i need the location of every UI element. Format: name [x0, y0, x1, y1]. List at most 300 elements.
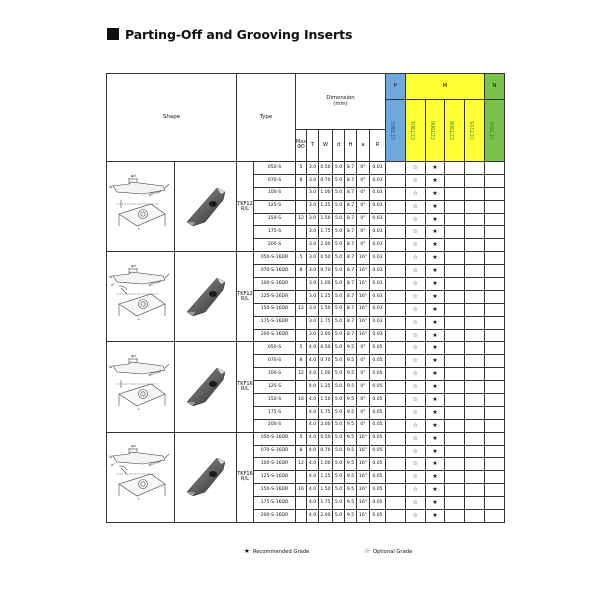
grade-cell — [484, 162, 504, 175]
header-group-m-label: M — [442, 82, 448, 89]
dimension-cell: 3.0 — [307, 200, 319, 213]
dimension-cell: 1.25 — [319, 290, 333, 303]
type-cell — [237, 342, 254, 432]
dimension-cell: 16° — [357, 497, 370, 510]
dimension-cell: 4.0 — [307, 406, 319, 419]
grade-cell — [484, 278, 504, 291]
dimension-cell: 16° — [357, 510, 370, 523]
shape-photo-cell — [175, 252, 237, 342]
grade-cell — [465, 213, 485, 226]
grade-cell: ★ — [425, 226, 445, 239]
grade-cell — [484, 394, 504, 407]
insert-photo-icon — [175, 254, 235, 340]
dimension-cell: 3.0 — [307, 187, 319, 200]
dimension-cell: 5.0 — [333, 187, 345, 200]
grade-cell — [465, 226, 485, 239]
dimension-cell: 0.03 — [370, 252, 386, 265]
dimension-cell: 5.0 — [333, 265, 345, 278]
grade-cell — [465, 510, 485, 523]
grade-cell — [445, 484, 465, 497]
insert-photo-icon — [175, 344, 235, 430]
grade-cell — [484, 303, 504, 316]
dimension-cell: 0° — [357, 174, 370, 187]
header-type — [237, 74, 296, 162]
grade-cell — [445, 187, 465, 200]
dimension-cell: 1.75 — [319, 226, 333, 239]
grade-cell — [484, 445, 504, 458]
grade-cell: ★ — [425, 252, 445, 265]
grade-cell — [386, 381, 406, 394]
header-dimension-unit: (mm) — [333, 100, 348, 107]
dimension-cell: 0.05 — [370, 510, 386, 523]
dimension-cell: 0.03 — [370, 239, 386, 252]
type-hand: R/L — [241, 295, 249, 302]
insert-name-cell: 125-S — [254, 381, 296, 394]
svg-text:φd: φd — [131, 354, 136, 359]
grade-cell: ★ — [425, 278, 445, 291]
grade-cell — [386, 458, 406, 471]
grade-cell — [445, 406, 465, 419]
dimension-cell: 16° — [357, 303, 370, 316]
dimension-cell: 4.0 — [307, 445, 319, 458]
grade-cell — [465, 252, 485, 265]
dimension-cell: 0.03 — [370, 290, 386, 303]
dimension-cell: 16° — [357, 316, 370, 329]
grade-cell — [484, 265, 504, 278]
grade-cell — [445, 174, 465, 187]
shape-diagram-cell — [107, 252, 175, 342]
grade-cell — [465, 290, 485, 303]
dimension-cell: 1.50 — [319, 213, 333, 226]
max-diameter-cell: 12 — [296, 213, 307, 226]
grade-cell: ★ — [425, 510, 445, 523]
dimension-cell: 0.03 — [370, 303, 386, 316]
dimension-cell: 0° — [357, 394, 370, 407]
max-diameter-cell: 5 — [296, 342, 307, 355]
dimension-cell: 3.0 — [307, 252, 319, 265]
dimension-cell: 8.7 — [345, 303, 357, 316]
grade-cell: ☆ — [405, 290, 425, 303]
dimension-cell: 9.5 — [345, 406, 357, 419]
grade-cell: ☆ — [405, 329, 425, 342]
grade-cell — [484, 497, 504, 510]
svg-text:φDmax: φDmax — [148, 459, 162, 468]
header-col-label: d — [336, 141, 341, 148]
svg-text:φd: φd — [131, 444, 136, 449]
header-grade — [465, 100, 485, 162]
dimension-cell: 9.5 — [345, 497, 357, 510]
insert-name-cell: 070-S — [254, 174, 296, 187]
dimension-cell: 0.03 — [370, 213, 386, 226]
grade-cell — [445, 316, 465, 329]
grade-cell — [465, 316, 485, 329]
insert-name-cell: 150-S — [254, 394, 296, 407]
dimension-cell: 4.0 — [307, 510, 319, 523]
grade-cell: ☆ — [405, 162, 425, 175]
grade-cell — [386, 394, 406, 407]
grade-cell — [386, 368, 406, 381]
dimension-cell: 0.03 — [370, 162, 386, 175]
grade-cell — [386, 174, 406, 187]
grade-cell — [465, 342, 485, 355]
dimension-cell: 0.03 — [370, 329, 386, 342]
dimension-cell: 0.50 — [319, 252, 333, 265]
dimension-cell: 0.70 — [319, 265, 333, 278]
insert-name-cell: 150-S-16DR — [254, 484, 296, 497]
grade-cell — [484, 252, 504, 265]
grade-cell — [445, 445, 465, 458]
dimension-cell: 5.0 — [333, 239, 345, 252]
insert-name-cell: 125-S — [254, 200, 296, 213]
grade-cell — [465, 278, 485, 291]
insert-name-cell: 050-S-16DR — [254, 252, 296, 265]
header-grade — [386, 100, 406, 162]
shape-diagram-cell — [107, 162, 175, 252]
grade-cell — [465, 394, 485, 407]
grade-cell — [445, 303, 465, 316]
dimension-cell: 9.5 — [345, 394, 357, 407]
grade-cell — [386, 187, 406, 200]
dimension-cell: 1.25 — [319, 200, 333, 213]
header-grade-label: CCT600 — [490, 121, 496, 140]
insert-photo-icon — [175, 164, 235, 250]
dimension-cell: 4.0 — [307, 394, 319, 407]
insert-name-cell: 070-S-16DR — [254, 445, 296, 458]
max-diameter-cell: 8 — [296, 445, 307, 458]
dimension-cell: 5.0 — [333, 510, 345, 523]
dimension-cell: 5.0 — [333, 252, 345, 265]
grade-cell — [386, 316, 406, 329]
dimension-cell: 16° — [357, 329, 370, 342]
shape-diagram-cell — [107, 432, 175, 522]
dimension-cell: 4.0 — [307, 484, 319, 497]
dimension-cell: 1.00 — [319, 368, 333, 381]
header-shape — [107, 74, 237, 162]
header-dimension-label: Dimension — [326, 95, 355, 102]
dimension-cell: 0.03 — [370, 174, 386, 187]
shape-photo-cell — [175, 162, 237, 252]
grade-cell: ☆ — [405, 355, 425, 368]
max-diameter-cell — [296, 419, 307, 432]
dimension-cell: 0.50 — [319, 162, 333, 175]
grade-cell: ★ — [425, 406, 445, 419]
grade-cell — [386, 329, 406, 342]
insert-name-cell: 175-S-16DR — [254, 497, 296, 510]
insert-name-cell: 200-S — [254, 419, 296, 432]
grade-cell: ★ — [425, 265, 445, 278]
dimension-cell: 1.00 — [319, 187, 333, 200]
dimension-cell: 4.0 — [307, 419, 319, 432]
grade-cell: ★ — [425, 290, 445, 303]
type-hand: R/L — [241, 386, 249, 393]
grade-cell — [386, 278, 406, 291]
header-grade — [405, 100, 425, 162]
type-cell — [237, 162, 254, 252]
grade-cell — [445, 458, 465, 471]
grade-cell — [465, 471, 485, 484]
type-hand: R/L — [241, 205, 249, 212]
dimension-cell: 0.05 — [370, 406, 386, 419]
grade-cell — [465, 484, 485, 497]
insert-diagram-icon — [107, 254, 173, 340]
dimension-cell: 5.0 — [333, 471, 345, 484]
header-grade — [425, 100, 445, 162]
grade-cell — [386, 484, 406, 497]
grade-cell: ☆ — [405, 394, 425, 407]
dimension-cell: 2.00 — [319, 510, 333, 523]
max-diameter-cell — [296, 471, 307, 484]
dimension-cell: 16° — [357, 432, 370, 445]
grade-cell — [386, 445, 406, 458]
grade-cell — [386, 497, 406, 510]
header-grade — [484, 100, 504, 162]
grade-cell — [445, 394, 465, 407]
max-diameter-cell — [296, 510, 307, 523]
grade-cell — [465, 445, 485, 458]
svg-text:φDmax: φDmax — [148, 188, 162, 197]
grade-cell: ★ — [425, 368, 445, 381]
legend-recommended — [244, 547, 309, 555]
grade-cell: ★ — [425, 484, 445, 497]
insert-name-cell: 175-S — [254, 226, 296, 239]
grade-cell: ☆ — [405, 187, 425, 200]
dimension-cell: 3.0 — [307, 303, 319, 316]
dimension-cell: 5.0 — [333, 303, 345, 316]
grade-cell: ☆ — [405, 458, 425, 471]
grade-cell: ☆ — [405, 265, 425, 278]
dimension-cell: 0.03 — [370, 265, 386, 278]
legend-optional — [364, 547, 412, 555]
page-title — [107, 26, 352, 42]
header-col-label: W — [322, 141, 329, 148]
dimension-cell: 8.7 — [345, 316, 357, 329]
grade-cell — [484, 174, 504, 187]
grade-cell: ★ — [425, 471, 445, 484]
dimension-cell: 5.0 — [333, 290, 345, 303]
dimension-cell: 0.70 — [319, 174, 333, 187]
dimension-cell: 3.0 — [307, 290, 319, 303]
grade-cell — [465, 458, 485, 471]
type-label: TKF16 — [237, 381, 253, 388]
grade-cell — [484, 213, 504, 226]
dimension-cell: 0.05 — [370, 432, 386, 445]
insert-name-cell: 070-S-16DR — [254, 265, 296, 278]
dimension-cell: 0° — [357, 381, 370, 394]
svg-text:W: W — [109, 365, 113, 370]
filled-star-icon: ★ — [244, 547, 250, 555]
insert-name-cell: 050-S — [254, 162, 296, 175]
dimension-cell: 9.5 — [345, 445, 357, 458]
grade-cell: ★ — [425, 239, 445, 252]
dimension-cell: 9.5 — [345, 510, 357, 523]
dimension-cell: 1.25 — [319, 471, 333, 484]
grade-cell — [484, 432, 504, 445]
max-diameter-cell — [296, 200, 307, 213]
insert-name-cell: 100-S-16DR — [254, 278, 296, 291]
svg-text:φd: φd — [131, 173, 136, 178]
dimension-cell: 0.50 — [319, 432, 333, 445]
dimension-cell: 0.05 — [370, 368, 386, 381]
grade-cell — [386, 303, 406, 316]
grade-cell: ☆ — [405, 432, 425, 445]
insert-diagram-icon — [107, 434, 173, 520]
page-title-text: Parting-Off and Grooving Inserts — [125, 26, 353, 42]
grade-cell: ★ — [425, 497, 445, 510]
header-grade-label: CCT906 — [431, 121, 437, 140]
dimension-cell: 16° — [357, 290, 370, 303]
max-diameter-cell — [296, 381, 307, 394]
dimension-cell: 0° — [357, 213, 370, 226]
max-diameter-cell: 12 — [296, 303, 307, 316]
grade-cell — [484, 316, 504, 329]
dimension-cell: 5.0 — [333, 355, 345, 368]
svg-text:W: W — [109, 455, 113, 460]
grade-cell — [445, 265, 465, 278]
grade-cell: ★ — [425, 355, 445, 368]
grade-cell — [484, 368, 504, 381]
dimension-cell: 0.05 — [370, 394, 386, 407]
insert-name-cell: 125-S-16DR — [254, 471, 296, 484]
header-col-label: H — [348, 141, 353, 148]
grade-cell: ★ — [425, 316, 445, 329]
type-cell — [237, 252, 254, 342]
grade-cell: ★ — [425, 174, 445, 187]
grade-cell — [484, 342, 504, 355]
legend-recommended-label: Recommended Grade — [252, 549, 310, 555]
max-diameter-cell — [296, 406, 307, 419]
dimension-cell: 4.0 — [307, 381, 319, 394]
grade-cell — [465, 162, 485, 175]
grade-cell — [484, 239, 504, 252]
dimension-cell: 1.50 — [319, 303, 333, 316]
dimension-cell: 0° — [357, 368, 370, 381]
grade-cell: ☆ — [405, 200, 425, 213]
dimension-cell: 0.70 — [319, 445, 333, 458]
grade-cell: ☆ — [405, 510, 425, 523]
dimension-cell: 0° — [357, 239, 370, 252]
dimension-cell: 0.03 — [370, 187, 386, 200]
dimension-cell: 4.0 — [307, 342, 319, 355]
insert-name-cell: 125-S-16DR — [254, 290, 296, 303]
dimension-cell: 1.50 — [319, 394, 333, 407]
insert-name-cell: 050-S — [254, 342, 296, 355]
dimension-cell: 8.7 — [345, 329, 357, 342]
dimension-cell: 16° — [357, 445, 370, 458]
dimension-cell: 3.0 — [307, 239, 319, 252]
dimension-cell: 16° — [357, 458, 370, 471]
dimension-cell: 5.0 — [333, 381, 345, 394]
grade-cell — [484, 406, 504, 419]
dimension-cell: 0° — [357, 162, 370, 175]
header-group-n-label: N — [492, 82, 497, 89]
dimension-cell: 4.0 — [307, 368, 319, 381]
grade-cell — [445, 226, 465, 239]
type-label: TKF12 — [237, 200, 253, 207]
svg-text:a°: a° — [111, 282, 115, 287]
dimension-cell: 0.50 — [319, 342, 333, 355]
header-grade-label: CCT908 — [451, 121, 457, 140]
outline-star-icon: ☆ — [364, 547, 370, 555]
grade-cell — [445, 278, 465, 291]
grade-cell — [484, 200, 504, 213]
grade-cell — [386, 432, 406, 445]
grade-cell: ☆ — [405, 213, 425, 226]
grade-cell: ☆ — [405, 406, 425, 419]
grade-cell: ☆ — [405, 174, 425, 187]
grade-cell — [445, 239, 465, 252]
grade-cell — [445, 368, 465, 381]
grade-cell — [386, 471, 406, 484]
grade-cell: ☆ — [405, 497, 425, 510]
grade-cell: ★ — [425, 458, 445, 471]
grade-cell — [465, 265, 485, 278]
dimension-cell: 9.5 — [345, 368, 357, 381]
max-diameter-cell: 16 — [296, 484, 307, 497]
grade-cell — [465, 497, 485, 510]
grade-cell: ☆ — [405, 471, 425, 484]
header-max-diameter — [296, 130, 307, 162]
header-grade-label: CCT901 — [411, 121, 417, 140]
dimension-cell: 5.0 — [333, 226, 345, 239]
header-dimension-col — [319, 130, 333, 162]
insert-name-cell: 200-S-16DR — [254, 329, 296, 342]
dimension-cell: 5.0 — [333, 445, 345, 458]
header-shape-label: Shape — [162, 113, 181, 120]
grade-cell — [445, 213, 465, 226]
insert-name-cell: 100-S — [254, 368, 296, 381]
dimension-cell: 3.0 — [307, 162, 319, 175]
dimension-cell: 16° — [357, 484, 370, 497]
grade-cell — [445, 342, 465, 355]
grade-cell — [445, 497, 465, 510]
grade-cell — [445, 471, 465, 484]
grade-cell: ★ — [425, 381, 445, 394]
grade-cell: ★ — [425, 213, 445, 226]
table-row — [107, 432, 505, 445]
dimension-cell: 5.0 — [333, 316, 345, 329]
grade-cell — [484, 510, 504, 523]
svg-text:L: L — [138, 407, 141, 412]
dimension-cell: 9.5 — [345, 484, 357, 497]
svg-text:a°: a° — [111, 463, 115, 468]
insert-name-cell: 175-S-16DR — [254, 316, 296, 329]
grade-cell: ☆ — [405, 381, 425, 394]
header-max-label: Max — [296, 139, 306, 145]
grade-cell — [465, 200, 485, 213]
svg-text:φDmax: φDmax — [148, 369, 162, 378]
dimension-cell: 3.0 — [307, 213, 319, 226]
dimension-cell: 0.03 — [370, 226, 386, 239]
insert-name-cell: 150-S-16DR — [254, 303, 296, 316]
grade-cell: ★ — [425, 432, 445, 445]
grade-cell — [484, 290, 504, 303]
dimension-cell: 9.5 — [345, 432, 357, 445]
dimension-cell: 5.0 — [333, 458, 345, 471]
max-diameter-cell — [296, 316, 307, 329]
insert-photo-icon — [175, 434, 235, 520]
max-diameter-cell: 5 — [296, 432, 307, 445]
dimension-cell: 0° — [357, 187, 370, 200]
dimension-cell: 0° — [357, 406, 370, 419]
max-diameter-cell: 5 — [296, 162, 307, 175]
dimension-cell: 16° — [357, 252, 370, 265]
svg-text:φDmax: φDmax — [148, 278, 162, 287]
dimension-cell: 4.0 — [307, 458, 319, 471]
dimension-cell: 5.0 — [333, 432, 345, 445]
grade-cell — [386, 290, 406, 303]
dimension-cell: 0.05 — [370, 484, 386, 497]
header-group-p — [386, 74, 406, 100]
